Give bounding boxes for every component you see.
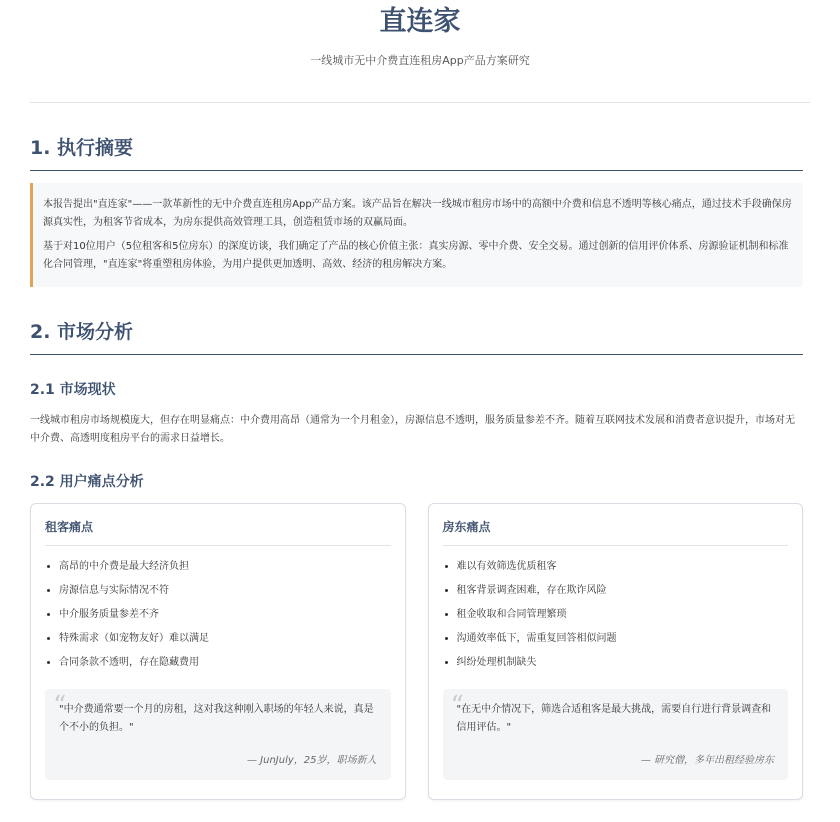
section-heading-summary: 1. 执行摘要 bbox=[30, 133, 803, 171]
list-item: • 沟通效率低下，需重复回答相似问题 bbox=[457, 627, 789, 651]
section-market-analysis bbox=[30, 317, 803, 800]
list-item: • 高昂的中介费是最大经济负担 bbox=[59, 555, 391, 579]
pain-point-cards bbox=[30, 503, 803, 800]
subsection-heading-pain-points: 2.2 用户痛点分析 bbox=[30, 474, 144, 490]
list-item: • 合同条款不透明，存在隐藏费用 bbox=[59, 651, 391, 675]
summary-paragraph-1: 本报告提出"直连家"——一款革新性的无中介费直连租房App产品方案。该产品旨在解决一线城市租房市场中的高额中介费和信息不透明等核心痛点，通过技术手段确保房源真实性，为租客节省成本，为房东提供高效管理工具，创造租赁市场的双赢局面。 bbox=[43, 199, 792, 228]
list-item: • 纠纷处理机制缺失 bbox=[457, 651, 789, 675]
list-item: • 中介服务质量参差不齐 bbox=[59, 603, 391, 627]
header-divider bbox=[30, 102, 810, 103]
summary-callout bbox=[30, 183, 803, 287]
list-item: • 租金收取和合同管理繁琐 bbox=[457, 603, 789, 627]
summary-paragraph-2: 基于对10位用户（5位租客和5位房东）的深度访谈，我们确定了产品的核心价值主张：真实房源、零中介费、安全交易。通过创新的信用评价体系、房源验证机制和标准化合同管理，"直连家"将重塑租房体验，为用户提供更加透明、高效、经济的租房解决方案。 bbox=[43, 241, 789, 270]
tenant-pain-card bbox=[30, 503, 406, 800]
landlord-quote-block bbox=[443, 689, 789, 780]
tenant-quote-block bbox=[45, 689, 391, 780]
section-executive-summary bbox=[30, 133, 803, 287]
market-status-text: 一线城市租房市场规模庞大，但存在明显痛点：中介费用高昂（通常为一个月租金），房源信息不透明，服务质量参差不齐。随着互联网技术发展和消费者意识提升，市场对无中介费、高透明度租房平台的需求日益增长。 bbox=[30, 415, 795, 444]
page-subtitle: 一线城市无中介费直连租房App产品方案研究 bbox=[310, 54, 530, 67]
landlord-pain-list bbox=[443, 555, 789, 675]
tenant-quote-text: "中介费通常要一个月的房租，这对我这种刚入职场的年轻人来说，真是个不小的负担。" bbox=[59, 704, 374, 733]
quote-mark-icon: “ bbox=[450, 691, 464, 721]
tenant-card-title: 租客痛点 bbox=[45, 518, 391, 546]
tenant-pain-list bbox=[45, 555, 391, 675]
list-item: • 特殊需求（如宠物友好）难以满足 bbox=[59, 627, 391, 651]
list-item: • 难以有效筛选优质租客 bbox=[457, 555, 789, 579]
list-item: • 租客背景调查困难，存在欺诈风险 bbox=[457, 579, 789, 603]
section-heading-market: 2. 市场分析 bbox=[30, 317, 803, 355]
landlord-pain-card bbox=[428, 503, 804, 800]
landlord-quote-text: "在无中介情况下，筛选合适租客是最大挑战，需要自行进行背景调查和信用评估。" bbox=[456, 704, 772, 733]
landlord-quote-author: — 研究僧，多年出租经验房东 bbox=[640, 755, 774, 766]
report-header bbox=[0, 0, 840, 68]
landlord-card-title: 房东痛点 bbox=[443, 518, 789, 546]
quote-mark-icon: “ bbox=[53, 691, 67, 721]
tenant-quote-author: — JunJuly，25岁，职场新人 bbox=[246, 755, 377, 766]
subsection-heading-status: 2.1 市场现状 bbox=[30, 382, 116, 398]
page-title: 直连家 bbox=[379, 6, 461, 37]
list-item: • 房源信息与实际情况不符 bbox=[59, 579, 391, 603]
